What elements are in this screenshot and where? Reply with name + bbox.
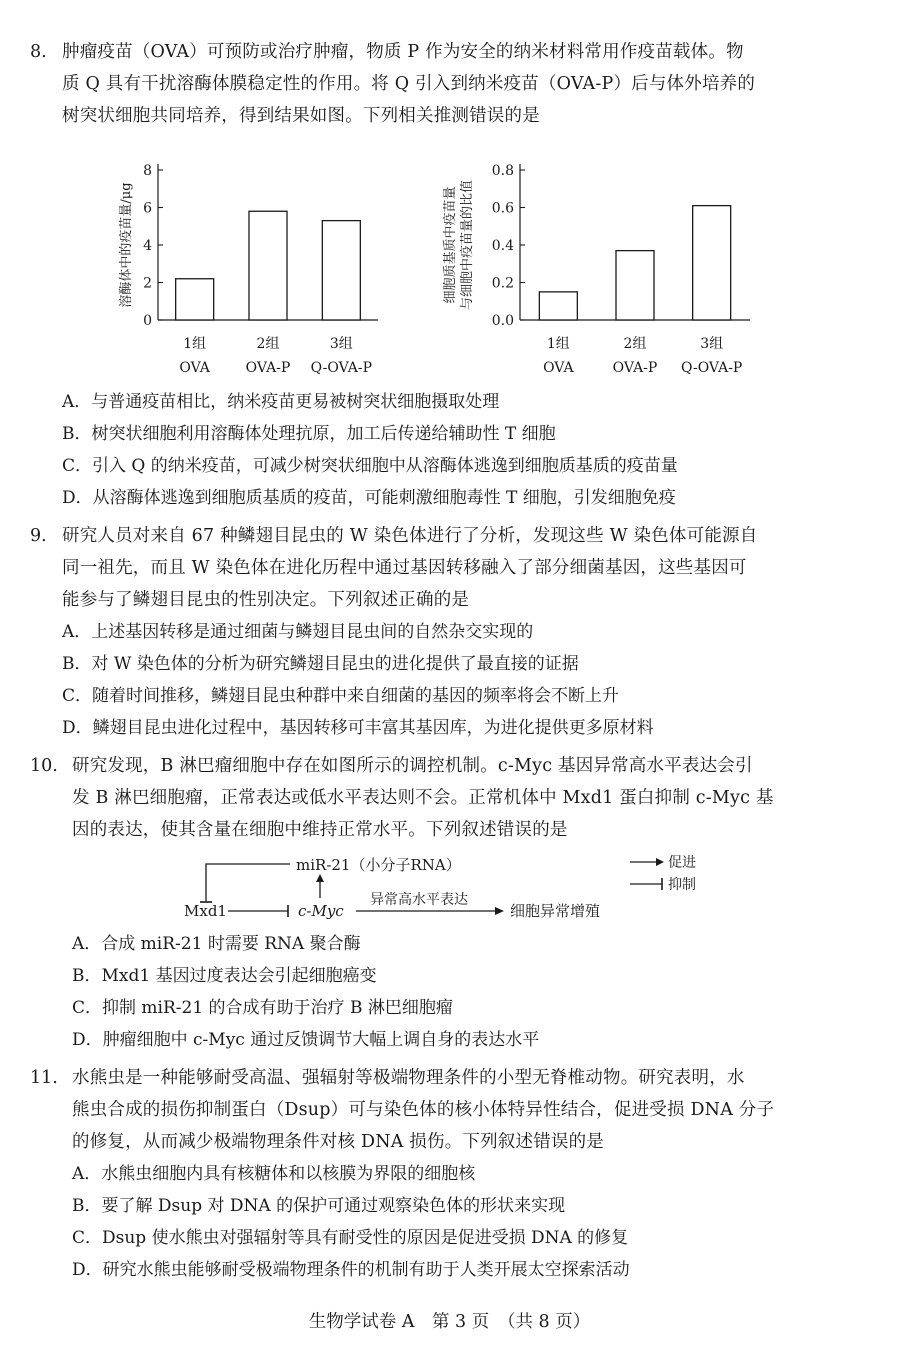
question-number: 9. (30, 526, 47, 546)
arrow-head (495, 907, 504, 915)
proliferation-label: 细胞异常增殖 (510, 902, 601, 920)
mir21-label: miR-21（小分子RNA） (296, 856, 461, 874)
bar (322, 221, 360, 320)
y-axis-label: 溶酶体中的疫苗量/μg (119, 182, 134, 308)
y-tick-label: 0.0 (491, 313, 514, 329)
question-text-line: 熊虫合成的损伤抑制蛋白（Dsup）可与染色体的核小体特异性结合，促进受损 DNA 分子 (72, 1100, 775, 1120)
x-category-label: 3组 (329, 336, 353, 352)
question-text-line: 发 B 淋巴细胞瘤，正常表达或低水平表达则不会。正常机体中 Mxd1 蛋白抑制 c-Myc 基 (72, 788, 774, 808)
regulation-diagram (170, 852, 730, 924)
question-text-line: 树突状细胞共同培养，得到结果如图。下列相关推测错误的是 (62, 106, 540, 126)
option-c[interactable]: C．引入 Q 的纳米疫苗，可减少树突状细胞中从溶酶体逃逸到细胞质基质的疫苗量 (62, 456, 678, 476)
abnormal-expression-label: 异常高水平表达 (370, 892, 468, 908)
option-d[interactable]: D．研究水熊虫能够耐受极端物理条件的机制有助于人类开展太空探索活动 (72, 1260, 630, 1280)
bar (176, 279, 214, 320)
option-b[interactable]: B．对 W 染色体的分析为研究鳞翅目昆虫的进化提供了最直接的证据 (62, 654, 579, 674)
y-tick-label: 2 (143, 275, 152, 292)
x-category-label: 1组 (546, 336, 570, 352)
option-c[interactable]: C．抑制 miR-21 的合成有助于治疗 B 淋巴细胞瘤 (72, 998, 453, 1018)
y-tick-label: 0.6 (491, 200, 514, 217)
bar (693, 206, 731, 320)
option-a[interactable]: A．与普通疫苗相比，纳米疫苗更易被树突状细胞摄取处理 (62, 392, 500, 412)
bar (616, 251, 654, 320)
x-category-sublabel: OVA (179, 360, 210, 376)
option-c[interactable]: C．Dsup 使水熊虫对强辐射等具有耐受性的原因是促进受损 DNA 的修复 (72, 1228, 629, 1248)
option-d[interactable]: D．鳞翅目昆虫进化过程中，基因转移可丰富其基因库，为进化提供更多原材料 (62, 718, 654, 738)
x-category-sublabel: OVA-P (245, 360, 291, 376)
x-category-sublabel: Q-OVA-P (310, 360, 373, 376)
option-c[interactable]: C．随着时间推移，鳞翅目昆虫种群中来自细菌的基因的频率将会不断上升 (62, 686, 620, 706)
option-b[interactable]: B．要了解 Dsup 对 DNA 的保护可通过观察染色体的形状来实现 (72, 1196, 566, 1216)
question-text-line: 同一祖先，而且 W 染色体在进化历程中通过基因转移融入了部分细菌基因，这些基因可 (62, 558, 747, 578)
option-d[interactable]: D．从溶酶体逃逸到细胞质基质的疫苗，可能刺激细胞毒性 T 细胞，引发细胞免疫 (62, 488, 676, 508)
y-tick-label: 0 (143, 313, 152, 329)
option-a[interactable]: A．上述基因转移是通过细菌与鳞翅目昆虫间的自然杂交实现的 (62, 622, 534, 642)
x-category-label: 3组 (700, 336, 724, 352)
legend-inhibit-label: 抑制 (668, 877, 696, 893)
lysosome-vaccine-chart (110, 150, 410, 380)
bar (539, 292, 577, 320)
question-text-line: 研究人员对来自 67 种鳞翅目昆虫的 W 染色体进行了分析，发现这些 W 染色体可能源自 (62, 526, 758, 546)
y-tick-label: 8 (143, 163, 152, 179)
y-tick-label: 0.8 (491, 163, 514, 179)
x-category-sublabel: OVA (543, 360, 574, 376)
y-tick-label: 4 (143, 238, 152, 254)
y-axis-label: 细胞质基质中疫苗量 (443, 186, 458, 304)
question-number: 8. (30, 42, 47, 62)
y-tick-label: 0.2 (491, 275, 514, 292)
arrow-head (316, 874, 324, 882)
legend-promote-label: 促进 (668, 855, 696, 871)
bar (249, 211, 287, 320)
question-text-line: 研究发现，B 淋巴瘤细胞中存在如图所示的调控机制。c-Myc 基因异常高水平表达会引 (72, 756, 753, 776)
x-category-sublabel: OVA-P (612, 360, 658, 376)
option-a[interactable]: A．合成 miR-21 时需要 RNA 聚合酶 (72, 934, 361, 954)
y-axis-label: 与细胞中疫苗量的比值 (460, 179, 475, 311)
question-text-line: 能参与了鳞翅目昆虫的性别决定。下列叙述正确的是 (62, 590, 470, 610)
option-b[interactable]: B．树突状细胞利用溶酶体处理抗原，加工后传递给辅助性 T 细胞 (62, 424, 556, 444)
mxd1-label: Mxd1 (184, 902, 227, 920)
question-text-line: 因的表达，使其含量在细胞中维持正常水平。下列叙述错误的是 (72, 820, 568, 840)
x-category-label: 1组 (183, 336, 207, 352)
question-text-line: 肿瘤疫苗（OVA）可预防或治疗肿瘤，物质 P 作为安全的纳米材料常用作疫苗载体。物 (62, 42, 744, 62)
option-a[interactable]: A．水熊虫细胞内具有核糖体和以核膜为界限的细胞核 (72, 1164, 476, 1184)
page-footer: 生物学试卷 A 第 3 页 （共 8 页） (308, 1312, 591, 1332)
arrow-head (656, 858, 664, 866)
mir21-inhibit-line (206, 864, 290, 902)
option-d[interactable]: D．肿瘤细胞中 c-Myc 通过反馈调节大幅上调自身的表达水平 (72, 1030, 540, 1050)
cytoplasm-ratio-chart (440, 150, 770, 380)
cmyc-label: c-Myc (298, 902, 344, 920)
question-number: 10. (30, 756, 58, 776)
y-tick-label: 0.4 (491, 238, 514, 254)
question-number: 11. (30, 1068, 58, 1088)
x-category-label: 2组 (256, 336, 280, 352)
option-b[interactable]: B．Mxd1 基因过度表达会引起细胞癌变 (72, 966, 377, 986)
x-category-label: 2组 (623, 336, 647, 352)
question-text-line: 的修复，从而减少极端物理条件对核 DNA 损伤。下列叙述错误的是 (72, 1132, 605, 1152)
x-category-sublabel: Q-OVA-P (680, 360, 743, 376)
y-tick-label: 6 (143, 200, 152, 217)
question-text-line: 质 Q 具有干扰溶酶体膜稳定性的作用。将 Q 引入到纳米疫苗（OVA-P）后与体外培养的 (62, 74, 756, 94)
question-text-line: 水熊虫是一种能够耐受高温、强辐射等极端物理条件的小型无脊椎动物。研究表明，水 (72, 1068, 745, 1088)
